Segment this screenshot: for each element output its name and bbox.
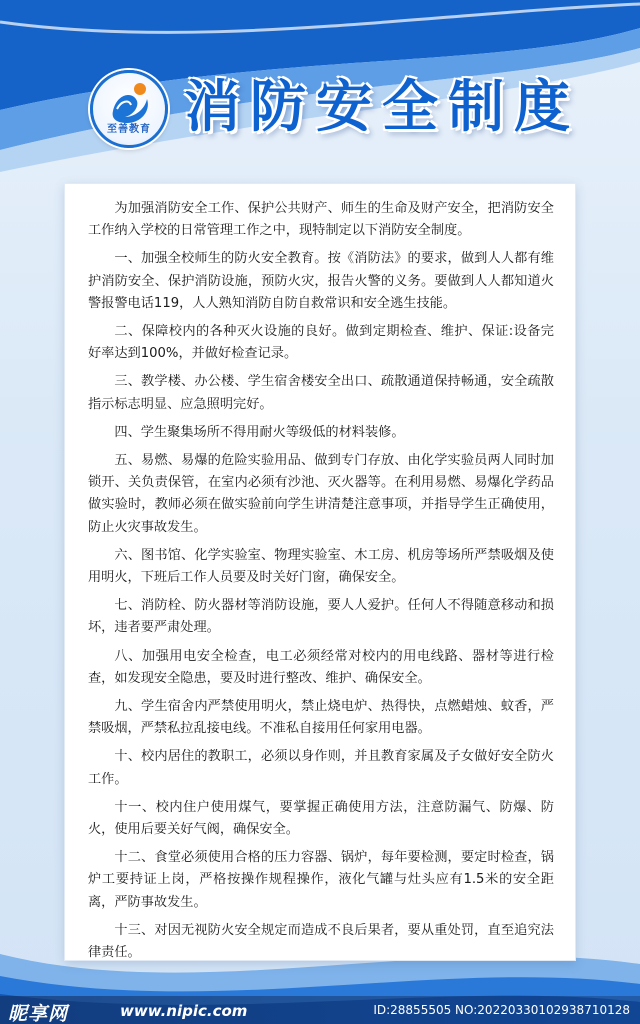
header (84, 66, 604, 156)
paragraph-6: 六、图书馆、化学实验室、物理实验室、木工房、机房等场所严禁吸烟及使用明火，下班后工作人员要及时关好门窗，确保安全。 (88, 547, 554, 586)
paragraph-3: 三、教学楼、办公楼、学生宿舍楼安全出口、疏散通道保持畅通，安全疏散指示标志明显、应急照明完好。 (88, 374, 554, 412)
paragraph-5: 五、易燃、易爆的危险实验用品、做到专门存放、由化学实验员两人同时加锁开、关负责保管，在室内必须有沙池、灭火器等。在利用易燃、易爆化学药品做实验时，教师必须在做实验前向学生讲清楚注意事项，并指导学生正确使用，防止火灾事故发生。 (88, 453, 554, 535)
paragraph-7: 七、消防栓、防火器材等消防设施，要人人爱护。任何人不得随意移动和损坏，违者要严肃处理。 (88, 598, 554, 636)
paragraph-intro: 为加强消防安全工作、保护公共财产、师生的生命及财产安全，把消防安全工作纳入学校的日常管理工作之中，现特制定以下消防安全制度。 (88, 201, 554, 239)
page-title: 消防安全制度 (184, 75, 580, 140)
paragraph-13: 十三、对因无视防火安全规定而造成不良后果者，要从重处罚，直至追究法律责任。 (88, 922, 554, 961)
watermark-id: ID:28855505 NO:20220330102938710128 (373, 1003, 630, 1017)
figure-logo-icon (107, 81, 157, 125)
paragraph-10: 十、校内居住的教职工，必须以身作则，并且教育家属及子女做好安全防火工作。 (88, 749, 554, 787)
paragraph-9: 九、学生宿舍内严禁使用明火，禁止烧电炉、热得快，点燃蜡烛、蚊香，严禁吸烟，严禁私拉乱接电线。不准私自接用任何家用电器。 (88, 699, 554, 737)
logo-text: 至善教育 (107, 124, 151, 135)
paragraph-1: 一、加强全校师生的防火安全教育。按《消防法》的要求，做到人人都有维护消防安全、保护消防设施，预防火灾，报告火警的义务。要做到人人都知道火警报警电话119，人人熟知消防自防自救常识和安全逃生技能。 (88, 251, 554, 311)
regulation-text (88, 198, 554, 970)
paragraph-4: 四、学生聚集场所不得用耐火等级低的材料装修。 (114, 424, 405, 440)
paragraph-12: 十二、食堂必须使用合格的压力容器、锅炉，每年要检测，要定时检查，锅炉工要持证上岗，严格按操作规程操作，液化气罐与灶头应有1.5米的安全距离，严防事故发生。 (88, 850, 554, 910)
paragraph-8: 八、加强用电安全检查，电工必须经常对校内的用电线路、器材等进行检查，如发现安全隐患，要及时进行整改、维护、确保安全。 (88, 648, 554, 686)
watermark-url: www.nipic.com (120, 1002, 248, 1020)
paragraph-2: 二、保障校内的各种灭火设施的良好。做到定期检查、维护、保证:设备完好率达到100%，并做好检查记录。 (88, 324, 554, 362)
watermark-brand: 昵享网 (8, 1003, 69, 1024)
watermark-bar (0, 996, 640, 1024)
paragraph-11: 十一、校内住户使用煤气，要掌握正确使用方法，注意防漏气、防爆、防火，使用后要关好气阀，确保安全。 (88, 799, 554, 838)
school-logo (90, 70, 168, 148)
